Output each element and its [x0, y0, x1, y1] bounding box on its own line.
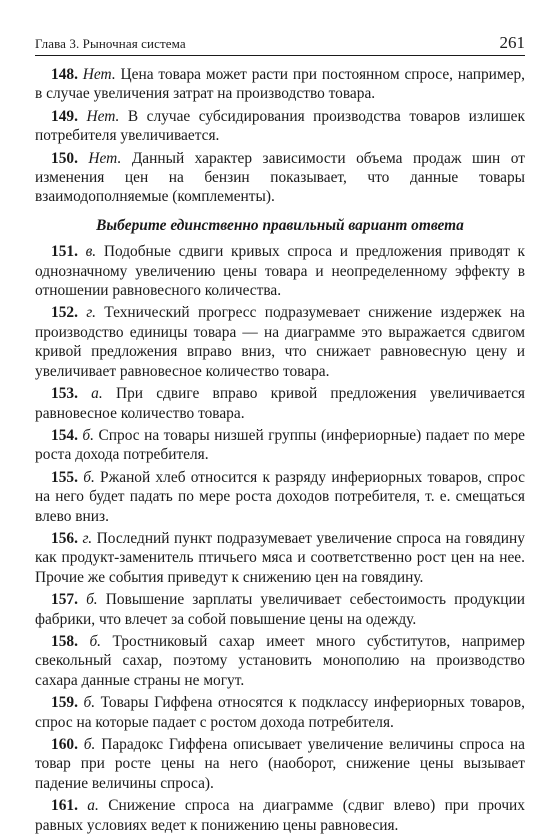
answer-paragraph	[35, 468, 525, 526]
item-number: 154.	[51, 426, 78, 444]
item-answer: б.	[83, 694, 96, 712]
item-number: 153.	[51, 385, 78, 403]
item-number: 148.	[51, 66, 78, 83]
item-text: Снижение спроса на диаграмме (сдвиг влево) при прочих равных условиях ведет к понижению цены равновесия.	[35, 797, 525, 834]
answer-paragraph	[35, 632, 525, 690]
item-answer: б.	[89, 632, 102, 650]
item-number: 159.	[51, 694, 78, 712]
book-page	[35, 33, 525, 838]
item-number: 152.	[51, 304, 78, 322]
item-text: Спрос на товары низшей группы (инфериорные) падает по мере роста дохода потребителя.	[35, 426, 525, 464]
item-text: Технический прогресс подразумевает снижение издержек на производство единицы товара — на диаграмме это выражается сдвигом кривой предложения вправо вниз, что снижает равновесную цену и увеличивает равновесное количество товара.	[35, 304, 525, 380]
item-number: 158.	[51, 632, 78, 650]
answer-paragraph	[35, 303, 525, 381]
item-answer: в.	[85, 243, 97, 261]
item-answer: б.	[83, 736, 96, 753]
item-text: В случае субсидирования производства товаров излишек потребителя увеличивается.	[35, 107, 525, 145]
item-answer: а.	[87, 797, 99, 815]
item-answer: г.	[86, 304, 96, 322]
answers-group-true-false	[35, 65, 525, 207]
item-text: При сдвиге вправо кривой предложения увеличивается равновесное количество товара.	[35, 385, 525, 422]
item-number: 151.	[51, 243, 78, 261]
answer-paragraph	[35, 107, 525, 146]
item-number: 150.	[51, 149, 78, 167]
page-header	[35, 33, 525, 56]
item-answer: а.	[91, 385, 103, 403]
item-text: Повышение зарплаты увеличивает себестоимость продукции фабрики, что влечет за собой повышение цены на одежду.	[35, 591, 525, 628]
item-number: 149.	[51, 107, 78, 125]
item-text: Парадокс Гиффена описывает увеличение величины спроса на товар при росте цены на него (наоборот, снижение цены вызывает падение величины спроса).	[35, 736, 525, 792]
item-text: Тростниковый сахар имеет много субститутов, например свекольный сахар, поэтому установить монополию на производство сахара данные страны не могут.	[35, 632, 525, 689]
page-number: 261	[499, 33, 525, 52]
answer-paragraph	[35, 426, 525, 465]
item-answer: б.	[82, 426, 95, 444]
item-number: 157.	[51, 591, 78, 609]
item-text: Ржаной хлеб относится к разряду инфериорных товаров, спрос на него будет падать по мере роста доходов потребителя, т. е. смещаться влево вниз.	[35, 468, 526, 525]
answer-paragraph	[35, 735, 525, 793]
answer-paragraph	[35, 529, 525, 587]
item-answer: Нет.	[82, 66, 116, 83]
item-text: Товары Гиффена относятся к подклассу инфериорных товаров, спрос на которые падает с ростом дохода потребителя.	[35, 694, 525, 731]
answer-paragraph	[35, 693, 525, 732]
item-answer: Нет.	[86, 107, 120, 125]
item-number: 156.	[51, 529, 78, 547]
item-text: Последний пункт подразумевает увеличение спроса на говядину как продукт-заменитель птичьего мяса и соответственно рост цен на нее. Прочие же события приведут к снижению цен на говядину.	[35, 529, 525, 586]
item-text: Цена товара может расти при постоянном спросе, например, в случае увеличения затрат на производство товара.	[35, 66, 525, 103]
answer-paragraph	[35, 242, 525, 300]
answer-paragraph	[35, 149, 525, 207]
item-answer: Нет.	[88, 149, 122, 167]
item-answer: г.	[82, 529, 93, 547]
item-text: Подобные сдвиги кривых спроса и предложения приводят к однозначному увеличению цены товара и неопределенному эффекту в отношении равновесного количества.	[35, 243, 525, 300]
item-text: Данный характер зависимости объема продаж шин от изменения цен на бензин показывает, что данные товары взаимодополняемые (комплементы).	[35, 149, 525, 206]
chapter-title: Глава 3. Рыночная система	[35, 36, 186, 51]
item-answer: б.	[86, 591, 98, 609]
answer-paragraph	[35, 384, 525, 423]
answers-group-multiple-choice	[35, 242, 525, 835]
item-number: 155.	[51, 468, 78, 486]
item-answer: б.	[83, 468, 95, 486]
answer-paragraph	[35, 590, 525, 629]
item-number: 161.	[51, 797, 78, 815]
answer-paragraph	[35, 65, 525, 104]
section-heading: Выберите единственно правильный вариант ответа	[96, 216, 464, 234]
item-number: 160.	[51, 736, 78, 753]
answer-paragraph	[35, 796, 525, 835]
